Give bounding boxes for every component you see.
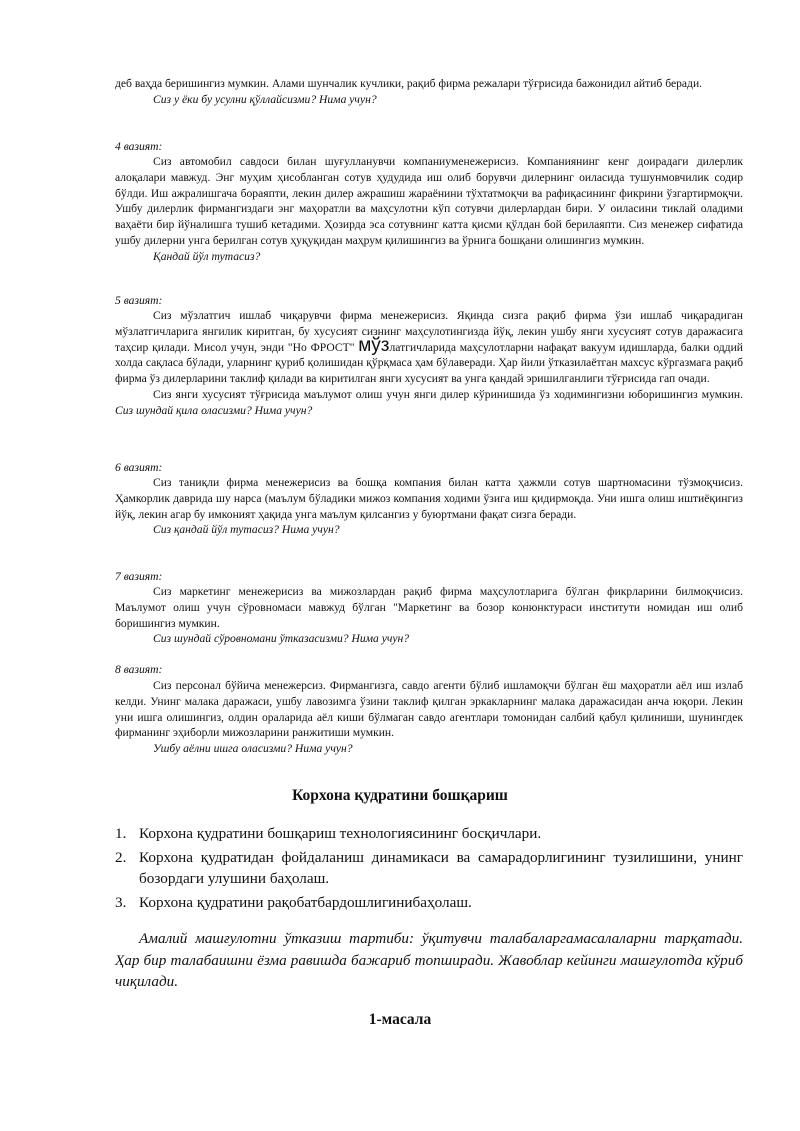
list-item	[115, 892, 743, 914]
list-item	[115, 847, 743, 890]
situation-5-text-b: латгичларида маҳсулотларни нафақат вакуум идишларда, балки оддий холда сақласа бўлади, уларнинг қуриб қолишидан қўрқмаса ҳам бўлаверади. Ҳар йили ўтказилаётган махсус кўргазмага рақиб фирма ўз дилерларини таклиф қилади ва киритилган янги хусусият ва унга қандай эришилганлиги тўғрисида гап очади.	[115, 340, 743, 386]
situation-8-text: Сиз персонал бўйича менежерсиз. Фирмангизга, савдо агенти бўлиб ишламоқчи бўлган ёш маҳоратли аёл иш излаб келди. Унинг малака даражаси, ушбу лавозимга ўзини таклиф қилган эркакларнинг малака даражасидан анча юқори. Лекин уни ишга олишингиз, олдин ораларида аёл киши бўлмаган савдо агентлари томонидан салбий қабул қилиниши, шунингдек фирманинг эҳиборли мижозларини ранжитиши мумкин.	[115, 679, 743, 740]
list-item-text: Корхона қудратини рақобатбардошлигинибаҳолаш.	[139, 893, 472, 911]
task-title: 1-масала	[368, 1011, 432, 1028]
situation-8-block	[115, 678, 743, 757]
section-title: Корхона қудратини бошқариш	[292, 787, 508, 804]
situation-4-label: 4 вазият:	[115, 140, 163, 153]
situation-7-text: Сиз маркетинг менежерисиз ва мижозлардан рақиб фирма маҳсулотларига бўлган фикрларини билмоқчисиз. Маълумот олиш учун сўровномаси мавжуд бўлган "Маркетинг ва бозор конюнктураси институти номидан иш олиб боришингиз мумкин.	[115, 585, 743, 630]
intro-question: Сиз у ёки бу усулни қўллайсизми? Нима учун?	[153, 92, 377, 106]
situation-5-paragraph-2	[115, 387, 743, 419]
intro-block	[115, 76, 743, 108]
situation-6-block	[115, 475, 743, 538]
situation-5-paragraph	[115, 308, 743, 387]
instruction-paragraph: Амалий машғулотни ўтказиш тартиби: ўқитувчи талабаларгамасалаларни тарқатади. Ҳар бир талабаишни ёзма равишда бажариб топширади. Жавоблар кейинги машғулотда кўриб чиқилади.	[115, 930, 743, 990]
situation-5-text-2: Сиз янги хусусият тўғрисида маълумот олиш учун янги дилер кўринишида ўз ходимингизни юборишингиз мумкин.	[153, 387, 743, 401]
list-item-number: 3.	[115, 893, 127, 911]
situation-8-label: 8 вазият:	[115, 663, 163, 676]
situation-7-block	[115, 584, 743, 647]
situation-6-question: Сиз қандай йўл тутасиз? Нима учун?	[153, 523, 340, 537]
situation-5-question: Сиз шундай қила оласизми? Нима учун?	[115, 403, 313, 417]
situation-5-block	[115, 308, 743, 419]
situation-4-text: Сиз автомобил савдоси билан шуғулланувчи компаниyменежерисиз. Компаниянинг кенг доирадаги дилерлик алоқалари мавжуд. Энг муҳим ҳисобланган сотув ҳудудида иш олиб борувчи дилернинг оиласида тушунмовчилик содир бўлди. Иш ажралишгача бораяпти, лекин дилер ажрашиш жараёнини тўхтатмоқчи ва рафиқасининг фикрини ўзгартирмоқчи. Ушбу дилерлик фирмангиздаги энг маҳоратли ва маҳсулотни кўп сотувчи дилерлардан бири. У оиласини тиклай оладими ваҳаёти бир йўналишга тушиб кетадими. Ҳозирда эса сотувнинг катта қисми қўлдан бой берилаяпти. Сиз менежер сифатида ушбу дилерни унга берилган сотув ҳуқуқидан маҳрум қилишингиз ва ўрнига бошқани олишингиз мумкин.	[115, 155, 743, 247]
intro-text: деб ваҳда беришингиз мумкин. Алами шунчалик кучлики, рақиб фирма режалари тўғрисида бажонидил айтиб беради.	[115, 77, 703, 90]
situation-8-question: Ушбу аёлни ишга оласизми? Нима учун?	[153, 742, 353, 756]
situation-4-question: Қандай йўл тутасиз?	[153, 249, 261, 263]
list-item	[115, 823, 743, 845]
situation-5-text-a: Сиз мўзлатгич ишлаб чиқарувчи фирма менежерисиз. Яқинда сизга рақиб фирма ўзи ишлаб чиқарадиган мўзлатгичларига янгилик киритган, бу хусусият сизнинг маҳсулотингизда йўқ, лекин ушбу янги хусусият сотув даражасига таҳсир қилади. Мисол учун, энди "Но ФРОСТ"	[115, 309, 743, 354]
situation-5-label: 5 вазият:	[115, 294, 163, 307]
situation-5-big-word: мўз	[358, 334, 390, 356]
situation-4-block	[115, 154, 743, 265]
list-item-text: Корхона қудратини бошқариш технологиясининг босқичлари.	[139, 825, 542, 842]
list-item-text: Корхона қудратидан фойдаланиш динамикаси ва самарадорлигининг тузилишини, унинг бозордаги улушини баҳолаш.	[139, 848, 743, 887]
situation-7-label: 7 вазият:	[115, 570, 163, 583]
list-item-number: 1.	[115, 825, 127, 842]
situation-6-text: Сиз таниқли фирма менежерисиз ва бошқа компания билан катта ҳажмли сотув шартномасини тўзмоқчисиз. Ҳамкорлик даврида шу нарса (маълум бўладики мижоз компания ходими ўзига иш қидирмоқда. Уни ишга олиш иштиёқингиз йўқ, лекин агар бу имконият ҳақида унга маълум қилсангиз у буюртмани фақат сизга беради.	[115, 476, 743, 521]
list-item-number: 2.	[115, 848, 127, 866]
situation-6-label: 6 вазият:	[115, 461, 163, 474]
situation-7-question: Сиз шундай сўровномани ўтказасизми? Нима учун?	[153, 632, 410, 646]
topics-list	[115, 823, 743, 915]
